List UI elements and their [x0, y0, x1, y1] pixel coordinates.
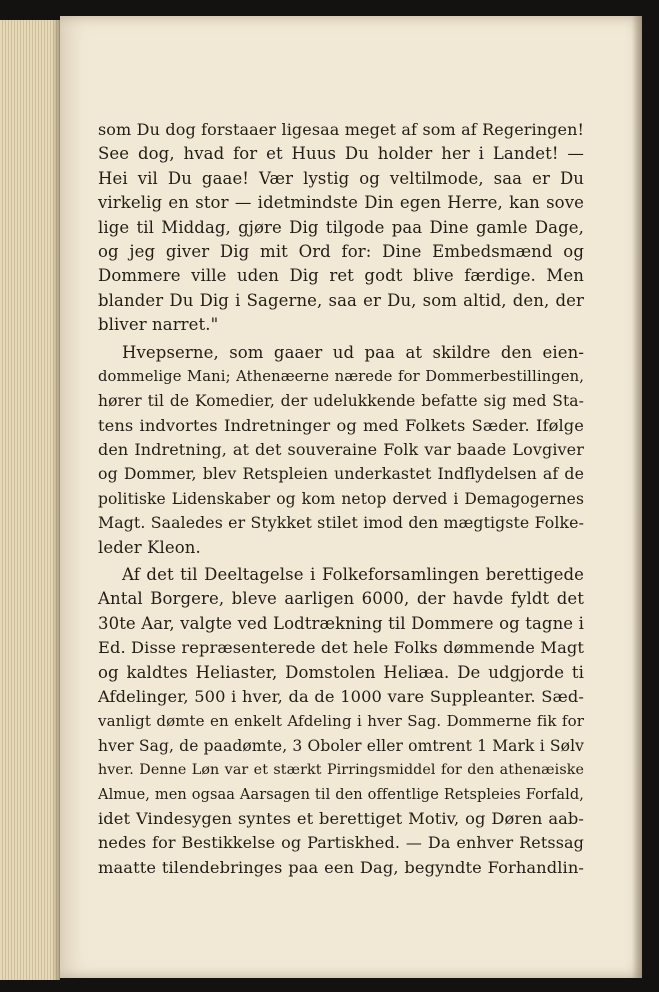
text-line: vanligt dømte en enkelt Afdeling i hver Sag. Dommerne fik for — [98, 712, 584, 731]
text-line: dommelige Mani; Athenæerne nærede for Dommerbestillingen, — [98, 367, 584, 385]
page-gutter-shadow — [632, 16, 642, 978]
text-line: og kaldtes Heliaster, Domstolen Heliæa. De udgjorde ti — [98, 662, 584, 682]
text-line: nedes for Bestikkelse og Partiskhed. — Da enhver Retssag — [98, 833, 584, 853]
text-line: og jeg giver Dig mit Ord for: Dine Embedsmænd og — [98, 241, 584, 261]
text-line: og Dommer, blev Retspleien underkastet Indflydelsen af de — [98, 464, 584, 484]
text-line: See dog, hvad for et Huus Du holder her i Landet! — — [98, 144, 584, 164]
book-page-edges — [0, 20, 60, 980]
text-line: virkelig en stor — idetmindste Din egen Herre, kan sove — [98, 193, 584, 213]
text-line: Ed. Disse repræsenterede det hele Folks dømmende Magt — [98, 638, 584, 658]
page-edge-shadow — [52, 20, 60, 980]
text-line: tens indvortes Indretninger og med Folkets Sæder. Ifølge — [98, 415, 584, 435]
text-line: hører til de Komedier, der udelukkende befatte sig med Sta- — [98, 392, 584, 411]
text-line: Hei vil Du gaae! Vær lystig og veltilmode, saa er Du — [98, 168, 584, 188]
text-line: hver. Denne Løn var et stærkt Pirringsmiddel for den athenæiske — [98, 762, 584, 779]
text-line: den Indretning, at det souveraine Folk var baade Lovgiver — [98, 440, 584, 460]
text-line: Almue, men ogsaa Aarsagen til den offentlige Retspleies Forfald, — [98, 786, 584, 803]
text-line: som Du dog forstaaer ligesaa meget af som af Regeringen! — [98, 120, 584, 139]
text-line: hver Sag, de paadømte, 3 Oboler eller omtrent 1 Mark i Sølv — [98, 736, 584, 755]
text-line: blander Du Dig i Sagerne, saa er Du, som altid, den, der — [98, 290, 584, 310]
body-text — [98, 118, 584, 880]
text-line: politiske Lidenskaber og kom netop derved i Demagogernes — [98, 489, 584, 508]
text-line: Afdelinger, 500 i hver, da de 1000 vare Suppleanter. Sæd- — [98, 686, 584, 706]
text-line: leder Kleon. — [98, 537, 201, 557]
text-line: idet Vindesygen syntes et berettiget Motiv, og Døren aab- — [98, 808, 584, 828]
text-line: Dommere ville uden Dig ret godt blive færdige. Men — [98, 266, 584, 286]
text-line: Af det til Deeltagelse i Folkeforsamlingen berettigede — [122, 565, 584, 585]
text-line: Magt. Saaledes er Stykket stilet imod den mægtigste Folke- — [98, 513, 584, 533]
text-line: Antal Borgere, bleve aarligen 6000, der havde fyldt det — [98, 589, 584, 609]
text-line: bliver narret." — [98, 315, 219, 335]
text-line: maatte tilendebringes paa een Dag, begyndte Forhandlin- — [98, 857, 584, 877]
text-line: lige til Middag, gjøre Dig tilgode paa Dine gamle Dage, — [98, 217, 584, 237]
text-line: Hvepserne, som gaaer ud paa at skildre den eien- — [122, 342, 584, 362]
text-line: 30te Aar, valgte ved Lodtrækning til Dommere og tagne i — [98, 613, 584, 633]
